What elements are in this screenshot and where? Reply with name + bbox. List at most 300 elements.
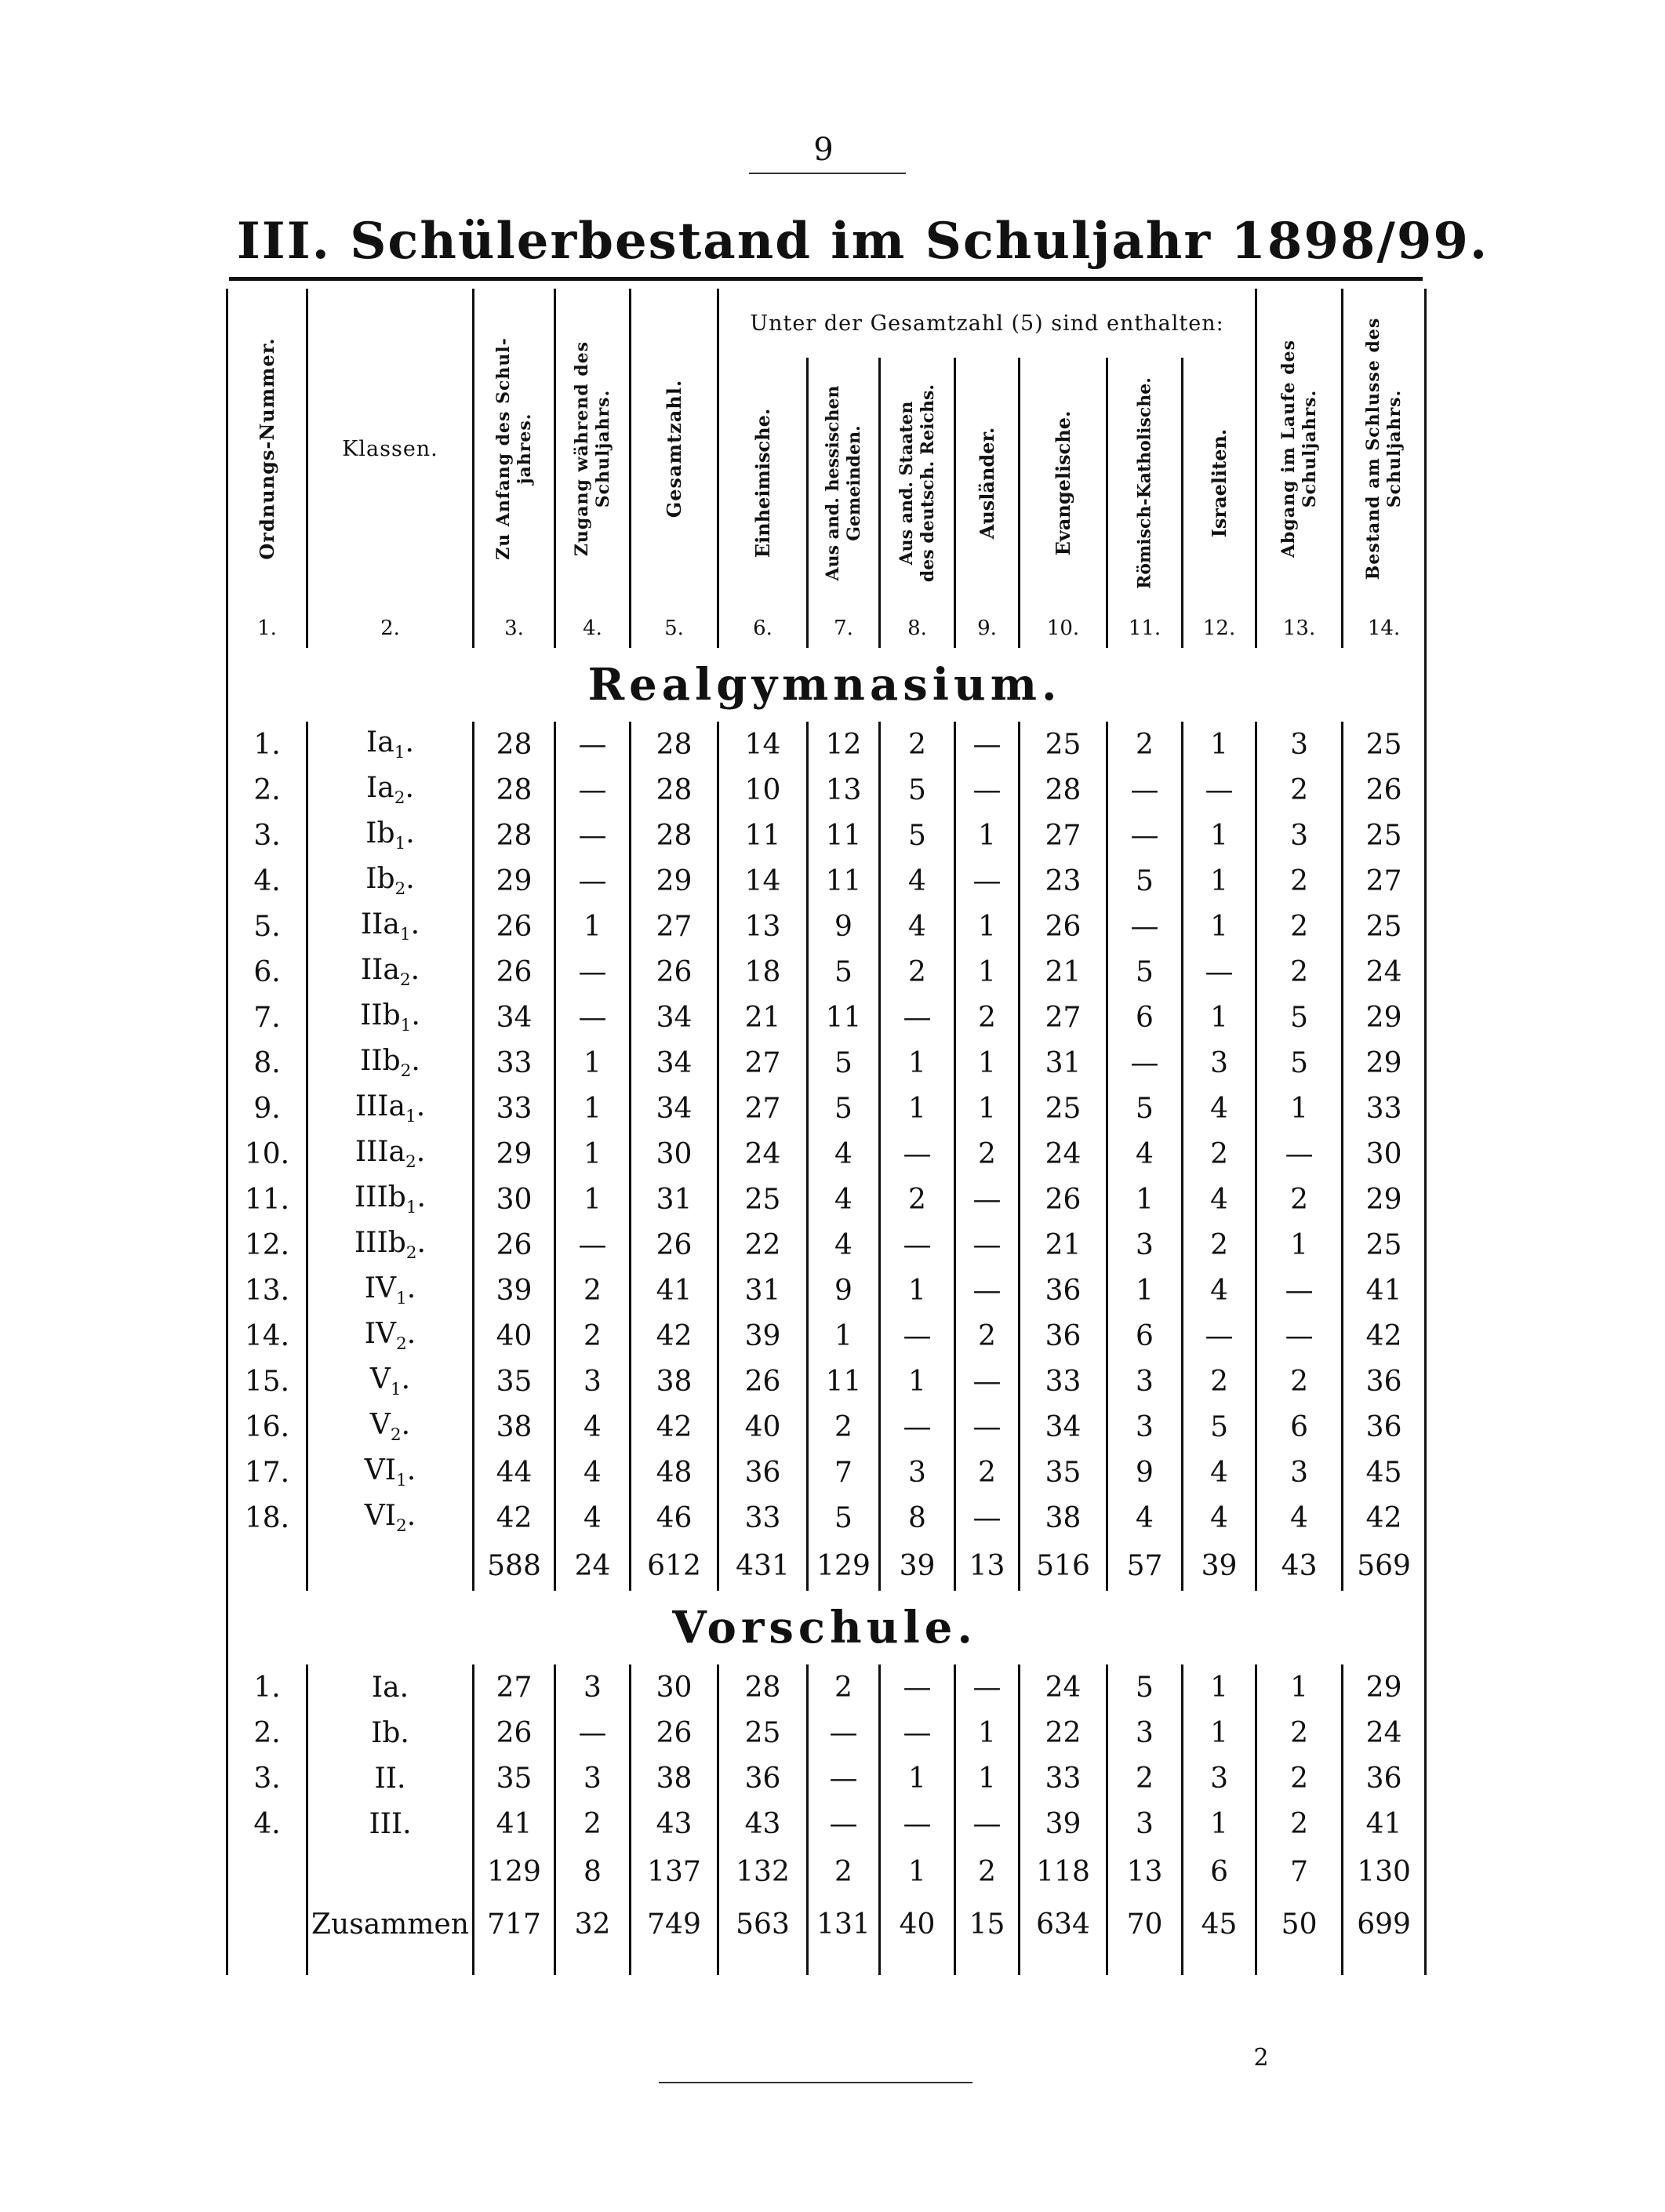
cell-value: 1 <box>555 1040 631 1086</box>
total-value: 45 <box>1183 1897 1256 1952</box>
row-number: 3. <box>227 1755 307 1801</box>
sum-value: 2 <box>808 1846 880 1897</box>
cell-value: 1 <box>955 904 1020 949</box>
section-heading: Vorschule. <box>672 1602 977 1654</box>
cell-value: — <box>955 1222 1020 1268</box>
cell-value: 1 <box>1256 1086 1343 1131</box>
cell-value: — <box>1183 767 1256 813</box>
cell-value: 1 <box>955 949 1020 995</box>
section-sum-row <box>227 1846 1426 1897</box>
row-number: 7. <box>227 995 307 1040</box>
row-number: 14. <box>227 1313 307 1359</box>
cell-value: 26 <box>718 1359 808 1404</box>
cell-value: 2 <box>1107 722 1183 767</box>
cell-value: 42 <box>631 1404 718 1450</box>
cell-value: 5 <box>1107 858 1183 904</box>
cell-value: 1 <box>955 1710 1020 1755</box>
cell-value: 42 <box>631 1313 718 1359</box>
total-value: 131 <box>808 1897 880 1952</box>
table-tail <box>227 1952 1426 1975</box>
cell-value: 2 <box>1256 1801 1343 1846</box>
class-name <box>307 1801 474 1846</box>
cell-value: 2 <box>1183 1359 1256 1404</box>
header-klassen: Klassen. <box>307 289 474 609</box>
cell-value: 1 <box>1107 1268 1183 1313</box>
cell-value: 1 <box>955 813 1020 858</box>
row-number: 1. <box>227 1664 307 1710</box>
class-label: IIb <box>360 1044 401 1077</box>
class-label: Ia <box>366 726 394 759</box>
cell-value: 5 <box>1183 1404 1256 1450</box>
header-abgang: Abgang im Laufe des Schuljahrs. <box>1256 289 1343 609</box>
cell-value: 3 <box>555 1664 631 1710</box>
cell-value: 2 <box>1183 1222 1256 1268</box>
cell-value: 38 <box>1020 1495 1107 1541</box>
class-name: $Ib_2$. <box>307 858 474 904</box>
cell-value: 4 <box>808 1222 880 1268</box>
cell-value: 1 <box>555 904 631 949</box>
class-subscript: 2 <box>400 1061 412 1082</box>
cell-value: 21 <box>1020 949 1107 995</box>
header-bestand: Bestand am Schlusse des Schuljahrs. <box>1343 289 1426 609</box>
sum-value: 118 <box>1020 1846 1107 1897</box>
cell-value: 2 <box>1183 1131 1256 1177</box>
cell-value: — <box>1107 767 1183 813</box>
cell-value: — <box>880 1222 955 1268</box>
cell-value: — <box>808 1710 880 1755</box>
section-heading-row <box>227 1591 1426 1664</box>
section-heading: Realgymnasium. <box>587 659 1062 711</box>
class-name: $IV_1$. <box>307 1268 474 1313</box>
column-number: 13. <box>1256 609 1343 648</box>
table-row <box>227 1040 1426 1086</box>
sum-value: 39 <box>880 1541 955 1591</box>
section-sum-row <box>227 1541 1426 1591</box>
cell-value: 25 <box>718 1710 808 1755</box>
row-number: 3. <box>227 813 307 858</box>
cell-value: 28 <box>1020 767 1107 813</box>
header-ordnungs-nummer: Ordnungs-Nummer. <box>227 289 307 609</box>
cell-value: 25 <box>1343 813 1426 858</box>
class-label: IIb <box>360 999 401 1031</box>
row-number: 8. <box>227 1040 307 1086</box>
cell-value: 2 <box>1256 858 1343 904</box>
cell-value: 5 <box>808 1086 880 1131</box>
total-row <box>227 1897 1426 1952</box>
cell-value: 39 <box>718 1313 808 1359</box>
sum-value: 8 <box>555 1846 631 1897</box>
class-subscript: 2 <box>399 970 411 991</box>
cell-value: 1 <box>880 1359 955 1404</box>
class-subscript: 2 <box>390 1425 402 1446</box>
class-label: Ib <box>365 862 395 895</box>
sum-value: 569 <box>1343 1541 1426 1591</box>
cell-value: 1 <box>1183 1801 1256 1846</box>
cell-value: 25 <box>1343 904 1426 949</box>
cell-value: 28 <box>718 1664 808 1710</box>
cell-value: — <box>955 1495 1020 1541</box>
class-label: V <box>369 1408 391 1441</box>
cell-value: 8 <box>880 1495 955 1541</box>
sum-value: 7 <box>1256 1846 1343 1897</box>
cell-value: 26 <box>631 1222 718 1268</box>
cell-value: 10 <box>718 767 808 813</box>
cell-value: 5 <box>808 1495 880 1541</box>
class-name: $Ib_1$. <box>307 813 474 858</box>
sum-value: 39 <box>1183 1541 1256 1591</box>
row-number: 18. <box>227 1495 307 1541</box>
cell-value: 11 <box>808 858 880 904</box>
cell-value: 29 <box>1343 1040 1426 1086</box>
sum-value: 43 <box>1256 1541 1343 1591</box>
class-label: IIIb <box>354 1226 406 1259</box>
cell-value: 28 <box>631 722 718 767</box>
cell-value: — <box>1183 1313 1256 1359</box>
cell-value: 3 <box>555 1359 631 1404</box>
cell-value: 34 <box>474 995 555 1040</box>
sum-value: 13 <box>1107 1846 1183 1897</box>
cell-value: — <box>555 1222 631 1268</box>
cell-value: 3 <box>1256 722 1343 767</box>
cell-value: 3 <box>555 1755 631 1801</box>
cell-value: 36 <box>718 1755 808 1801</box>
cell-value: 1 <box>880 1086 955 1131</box>
table-row <box>227 1404 1426 1450</box>
class-label: Ia. <box>371 1671 409 1704</box>
cell-value: 4 <box>880 858 955 904</box>
header-auslaender: Ausländer. <box>955 358 1020 609</box>
cell-value: 33 <box>474 1040 555 1086</box>
cell-value: 2 <box>955 1131 1020 1177</box>
class-name: $Ia_2$. <box>307 767 474 813</box>
cell-value: 2 <box>955 1313 1020 1359</box>
cell-value: 36 <box>1020 1313 1107 1359</box>
sum-value: 588 <box>474 1541 555 1591</box>
cell-value: 34 <box>631 1086 718 1131</box>
cell-value: 2 <box>880 722 955 767</box>
cell-value: 9 <box>1107 1450 1183 1495</box>
cell-value: 3 <box>1256 813 1343 858</box>
total-value: 563 <box>718 1897 808 1952</box>
cell-value: 7 <box>808 1450 880 1495</box>
cell-value: 25 <box>1343 1222 1426 1268</box>
cell-value: 28 <box>474 767 555 813</box>
row-number: 12. <box>227 1222 307 1268</box>
cell-value: 22 <box>1020 1710 1107 1755</box>
cell-value: 1 <box>1107 1177 1183 1222</box>
cell-value: — <box>1183 949 1256 995</box>
cell-value: 6 <box>1107 995 1183 1040</box>
cell-value: 1 <box>880 1268 955 1313</box>
cell-value: 34 <box>1020 1404 1107 1450</box>
class-subscript: 2 <box>394 788 405 809</box>
class-name: $VI_1$. <box>307 1450 474 1495</box>
class-name: $V_1$. <box>307 1359 474 1404</box>
cell-value: 5 <box>880 813 955 858</box>
class-label: Ia <box>366 771 394 804</box>
cell-value: 26 <box>1020 1177 1107 1222</box>
row-number: 2. <box>227 767 307 813</box>
cell-value: 28 <box>474 813 555 858</box>
cell-value: 30 <box>1343 1131 1426 1177</box>
row-number: 16. <box>227 1404 307 1450</box>
cell-value: 5 <box>1107 1664 1183 1710</box>
cell-value: 2 <box>1107 1755 1183 1801</box>
class-subscript: 2 <box>394 879 406 900</box>
cell-value: — <box>955 1268 1020 1313</box>
cell-value: 36 <box>1343 1755 1426 1801</box>
cell-value: — <box>555 813 631 858</box>
cell-value: 1 <box>955 1086 1020 1131</box>
column-number: 2. <box>307 609 474 648</box>
cell-value: 2 <box>555 1801 631 1846</box>
class-name <box>307 1755 474 1801</box>
cell-value: 29 <box>474 1131 555 1177</box>
cell-value: 39 <box>1020 1801 1107 1846</box>
cell-value: 5 <box>808 1040 880 1086</box>
cell-value: 2 <box>1256 1755 1343 1801</box>
cell-value: 26 <box>474 949 555 995</box>
column-number: 7. <box>808 609 880 648</box>
cell-value: 31 <box>1020 1040 1107 1086</box>
cell-value: 26 <box>631 1710 718 1755</box>
cell-value: 29 <box>631 858 718 904</box>
cell-value: 14 <box>718 858 808 904</box>
class-name: IIIb$_2$. <box>307 1222 474 1268</box>
class-label: V <box>369 1362 391 1395</box>
cell-value: 5 <box>1107 949 1183 995</box>
cell-value: — <box>880 1710 955 1755</box>
cell-value: — <box>1107 813 1183 858</box>
table-row <box>227 1664 1426 1710</box>
cell-value: 41 <box>631 1268 718 1313</box>
cell-value: — <box>1256 1131 1343 1177</box>
cell-value: 4 <box>880 904 955 949</box>
total-label: Zusammen <box>307 1897 474 1952</box>
table-row <box>227 1755 1426 1801</box>
column-number: 14. <box>1343 609 1426 648</box>
cell-value: 13 <box>718 904 808 949</box>
cell-value: 27 <box>1343 858 1426 904</box>
column-number-row <box>227 609 1426 648</box>
row-number: 10. <box>227 1131 307 1177</box>
cell-value: — <box>880 1131 955 1177</box>
total-value: 749 <box>631 1897 718 1952</box>
table-row <box>227 1268 1426 1313</box>
page-number: 9 <box>813 132 834 168</box>
cell-value: 29 <box>474 858 555 904</box>
class-subscript: 1 <box>390 1380 402 1400</box>
student-table <box>226 289 1427 1975</box>
cell-value: 2 <box>1256 1359 1343 1404</box>
class-label: IIIa <box>354 1090 405 1122</box>
cell-value: — <box>555 1710 631 1755</box>
cell-value: — <box>1107 1040 1183 1086</box>
cell-value: 11 <box>808 1359 880 1404</box>
cell-value: 27 <box>1020 813 1107 858</box>
row-number: 9. <box>227 1086 307 1131</box>
table-row <box>227 722 1426 767</box>
column-number: 11. <box>1107 609 1183 648</box>
cell-value: 36 <box>718 1450 808 1495</box>
cell-value: 4 <box>1107 1495 1183 1541</box>
class-name: IIb$_1$. <box>307 995 474 1040</box>
header-katholische: Römisch-Katholische. <box>1107 358 1183 609</box>
cell-value: 1 <box>955 1755 1020 1801</box>
column-number: 12. <box>1183 609 1256 648</box>
class-name: IIb$_2$. <box>307 1040 474 1086</box>
class-label: II. <box>374 1762 406 1795</box>
class-label: IV <box>364 1272 396 1304</box>
cell-value: 26 <box>474 1222 555 1268</box>
cell-value: 2 <box>1256 1177 1343 1222</box>
table-row <box>227 1359 1426 1404</box>
section-heading-row <box>227 648 1426 722</box>
cell-value: 38 <box>474 1404 555 1450</box>
class-label: VI <box>364 1499 396 1532</box>
class-label: Ib <box>365 817 395 850</box>
table-row <box>227 1222 1426 1268</box>
cell-value: — <box>955 858 1020 904</box>
column-number: 4. <box>555 609 631 648</box>
cell-value: 6 <box>1256 1404 1343 1450</box>
table-row <box>227 767 1426 813</box>
cell-value: 1 <box>880 1040 955 1086</box>
cell-value: 2 <box>955 1450 1020 1495</box>
cell-value: 1 <box>555 1086 631 1131</box>
cell-value: — <box>955 1664 1020 1710</box>
column-number: 3. <box>474 609 555 648</box>
sum-value: 129 <box>474 1846 555 1897</box>
cell-value: 35 <box>1020 1450 1107 1495</box>
cell-value: 3 <box>880 1450 955 1495</box>
cell-value: 40 <box>718 1404 808 1450</box>
class-label: IIa <box>360 908 400 940</box>
cell-value: 38 <box>631 1359 718 1404</box>
class-subscript: 1 <box>399 925 411 945</box>
cell-value: 25 <box>1020 1086 1107 1131</box>
cell-value: 3 <box>1183 1040 1256 1086</box>
class-subscript: 1 <box>405 1198 417 1218</box>
cell-value: 35 <box>474 1755 555 1801</box>
cell-value: 33 <box>718 1495 808 1541</box>
class-subscript: 2 <box>405 1152 416 1173</box>
cell-value: 35 <box>474 1359 555 1404</box>
cell-value: — <box>555 722 631 767</box>
sum-value: 431 <box>718 1541 808 1591</box>
header-staaten: Aus and. Staaten des deutsch. Reichs. <box>880 358 955 609</box>
cell-value: — <box>1256 1313 1343 1359</box>
header-einheimische: Einheimische. <box>718 358 808 609</box>
cell-value: — <box>880 1404 955 1450</box>
cell-value: 3 <box>1107 1359 1183 1404</box>
table-row <box>227 1801 1426 1846</box>
total-value: 50 <box>1256 1897 1343 1952</box>
cell-value: — <box>555 995 631 1040</box>
cell-value: 34 <box>631 1040 718 1086</box>
cell-value: 23 <box>1020 858 1107 904</box>
cell-value: 22 <box>718 1222 808 1268</box>
header-hessische: Aus and. hessischen Gemeinden. <box>808 358 880 609</box>
cell-value: 27 <box>718 1040 808 1086</box>
cell-value: 24 <box>718 1131 808 1177</box>
total-value: 717 <box>474 1897 555 1952</box>
cell-value: 11 <box>718 813 808 858</box>
total-value: 32 <box>555 1897 631 1952</box>
cell-value: — <box>1107 904 1183 949</box>
table-row <box>227 995 1426 1040</box>
row-number: 4. <box>227 1801 307 1846</box>
column-number: 9. <box>955 609 1020 648</box>
cell-value: 29 <box>1343 1177 1426 1222</box>
class-name: $VI_2$. <box>307 1495 474 1541</box>
cell-value: — <box>555 858 631 904</box>
cell-value: 4 <box>1183 1268 1256 1313</box>
class-name: $Ia_1$. <box>307 722 474 767</box>
cell-value: 26 <box>474 1710 555 1755</box>
cell-value: — <box>955 1404 1020 1450</box>
cell-value: 3 <box>1107 1801 1183 1846</box>
row-number: 11. <box>227 1177 307 1222</box>
table-row <box>227 949 1426 995</box>
row-number: 17. <box>227 1450 307 1495</box>
cell-value: 1 <box>555 1131 631 1177</box>
sum-value: 516 <box>1020 1541 1107 1591</box>
class-label: IIIa <box>354 1135 405 1168</box>
table-row <box>227 858 1426 904</box>
cell-value: 2 <box>1256 767 1343 813</box>
cell-value: 3 <box>1107 1404 1183 1450</box>
cell-value: 27 <box>474 1664 555 1710</box>
cell-value: 4 <box>555 1450 631 1495</box>
cell-value: 4 <box>808 1131 880 1177</box>
cell-value: — <box>880 1801 955 1846</box>
cell-value: 5 <box>1256 995 1343 1040</box>
cell-value: 36 <box>1343 1404 1426 1450</box>
cell-value: — <box>1256 1268 1343 1313</box>
class-name: $V_2$. <box>307 1404 474 1450</box>
cell-value: 38 <box>631 1755 718 1801</box>
header-evangelische: Evangelische. <box>1020 358 1107 609</box>
cell-value: — <box>955 767 1020 813</box>
cell-value: 30 <box>631 1131 718 1177</box>
sum-value: 130 <box>1343 1846 1426 1897</box>
total-value: 699 <box>1343 1897 1426 1952</box>
cell-value: 42 <box>1343 1313 1426 1359</box>
cell-value: 1 <box>880 1755 955 1801</box>
cell-value: — <box>880 1664 955 1710</box>
bottom-rule <box>659 2082 972 2083</box>
cell-value: 36 <box>1020 1268 1107 1313</box>
table-row <box>227 1710 1426 1755</box>
class-subscript: 2 <box>405 1243 417 1264</box>
row-number: 15. <box>227 1359 307 1404</box>
cell-value: 5 <box>1107 1086 1183 1131</box>
class-name: IIa$_1$. <box>307 904 474 949</box>
cell-value: 34 <box>631 995 718 1040</box>
cell-value: 21 <box>718 995 808 1040</box>
cell-value: — <box>555 767 631 813</box>
class-name: IIIa$_2$. <box>307 1131 474 1177</box>
total-value: 15 <box>955 1897 1020 1952</box>
cell-value: 33 <box>1020 1359 1107 1404</box>
cell-value: 25 <box>1020 722 1107 767</box>
cell-value: 26 <box>1020 904 1107 949</box>
cell-value: 40 <box>474 1313 555 1359</box>
cell-value: 1 <box>1183 995 1256 1040</box>
cell-value: — <box>808 1755 880 1801</box>
cell-value: 39 <box>474 1268 555 1313</box>
